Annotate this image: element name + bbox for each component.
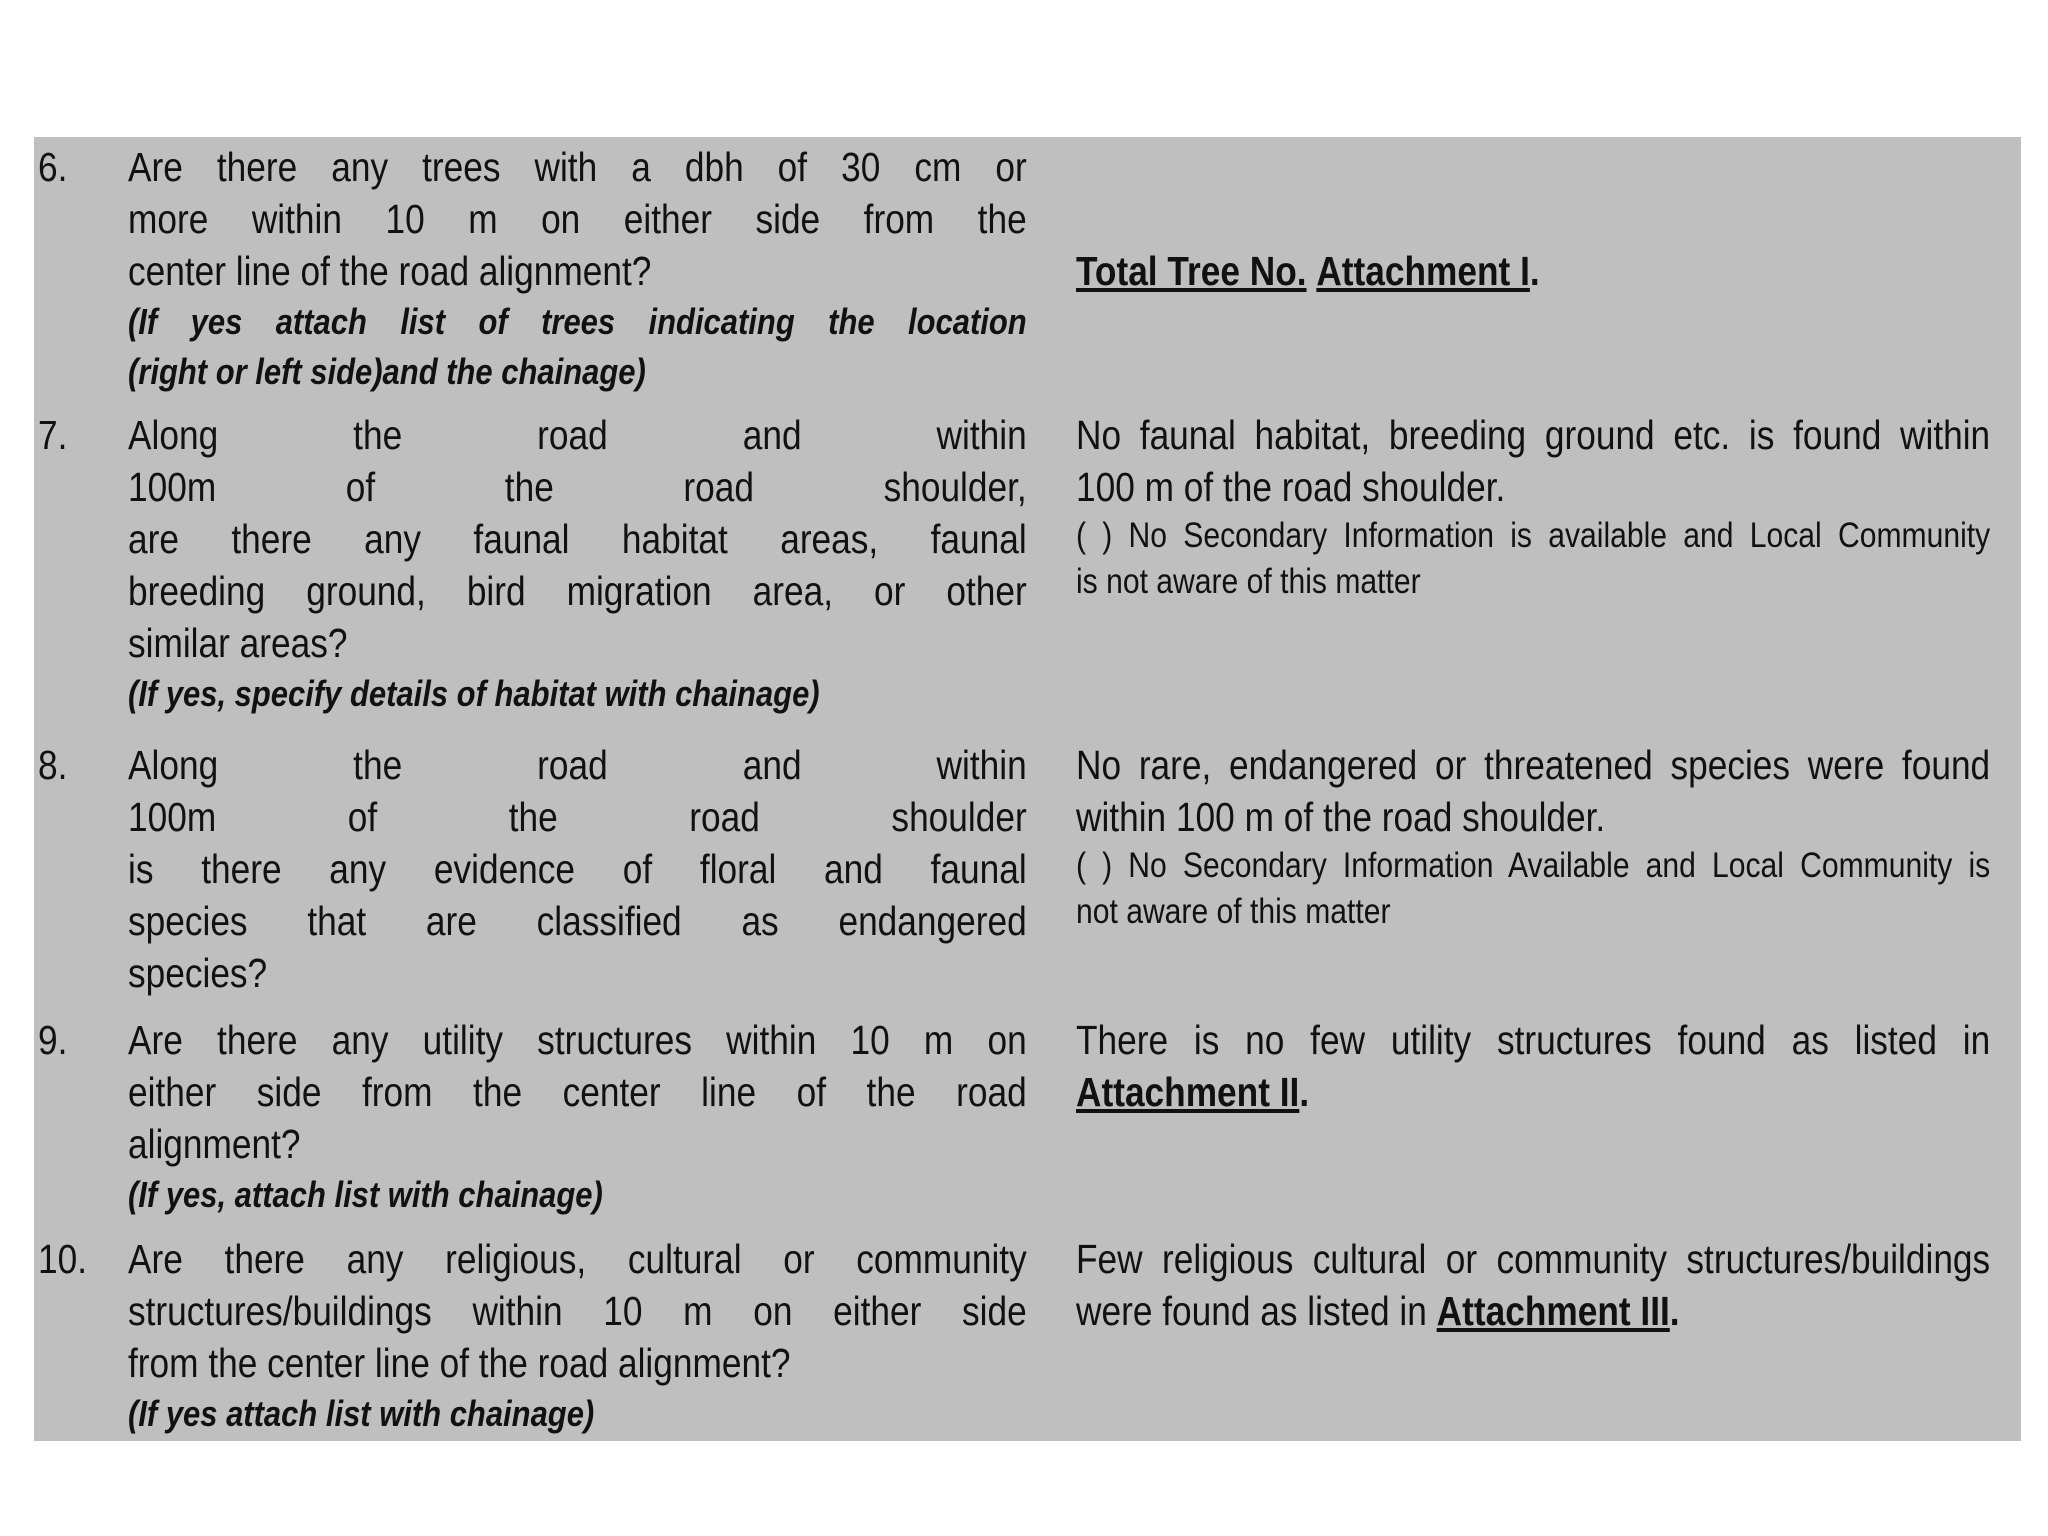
answer-line-prefix: were found as listed in	[1076, 1288, 1437, 1334]
attachment-iii-link[interactable]: Attachment III	[1436, 1288, 1670, 1334]
answer-cell	[1076, 1014, 1990, 1118]
row-number: 9.	[38, 1017, 68, 1063]
row-number: 8.	[38, 742, 68, 788]
instruction-note: (If yes, attach list with chainage)	[128, 1174, 603, 1215]
secondary-info-line: not aware of this matter	[1076, 892, 1391, 931]
row-number: 7.	[38, 412, 68, 458]
question-cell	[128, 141, 1027, 397]
answer-line	[1076, 245, 1990, 297]
secondary-info-line: ( ) No Secondary Information Available and Local Community is	[1076, 846, 1991, 885]
question-line: Along the road and within	[128, 412, 1027, 458]
question-line: species that are classified as endangered	[128, 898, 1027, 944]
answer-line: 100 m of the road shoulder.	[1076, 464, 1506, 510]
question-cell	[128, 739, 1027, 999]
question-line: Are there any religious, cultural or community	[128, 1236, 1027, 1282]
question-line: 100m of the road shoulder,	[128, 464, 1027, 510]
question-cell	[128, 409, 1027, 719]
question-cell	[128, 1233, 1027, 1439]
screening-table	[34, 137, 2021, 1441]
question-cell	[128, 1014, 1027, 1220]
answer-line: There is no few utility structures found as listed in	[1076, 1017, 1991, 1063]
attachment-ii-link[interactable]: Attachment II	[1076, 1069, 1300, 1115]
answer-cell	[1076, 409, 1990, 605]
question-line: Are there any utility structures within 10 m on	[128, 1017, 1027, 1063]
question-line: more within 10 m on either side from the	[128, 196, 1027, 242]
question-line: alignment?	[128, 1121, 301, 1167]
answer-cell	[1076, 739, 1990, 935]
question-line: 100m of the road shoulder	[128, 794, 1027, 840]
total-tree-link[interactable]: Total Tree No.	[1076, 248, 1307, 294]
instruction-note: (right or left side)and the chainage)	[128, 351, 646, 392]
row-number: 10.	[38, 1236, 88, 1282]
attachment-i-link[interactable]: Attachment I	[1316, 248, 1530, 294]
answer-cell	[1076, 245, 1990, 297]
secondary-info-line: is not aware of this matter	[1076, 562, 1421, 601]
answer-period: .	[1529, 248, 1540, 294]
answer-cell	[1076, 1233, 1990, 1337]
question-line: breeding ground, bird migration area, or other	[128, 568, 1027, 614]
question-line: is there any evidence of floral and faunal	[128, 846, 1027, 892]
question-line: similar areas?	[128, 620, 348, 666]
row-number: 6.	[38, 144, 68, 190]
question-line: from the center line of the road alignment?	[128, 1340, 791, 1386]
answer-line	[1076, 1285, 1990, 1337]
question-line: are there any faunal habitat areas, faunal	[128, 516, 1027, 562]
instruction-note: (If yes, specify details of habitat with chainage)	[128, 673, 820, 714]
answer-line	[1076, 1066, 1990, 1118]
question-line: species?	[128, 950, 268, 996]
instruction-note: (If yes attach list with chainage)	[128, 1393, 595, 1434]
answer-line: Few religious cultural or community structures/buildings	[1076, 1236, 1991, 1282]
instruction-note: (If yes attach list of trees indicating the location	[128, 301, 1027, 342]
question-line: Along the road and within	[128, 742, 1027, 788]
answer-line: within 100 m of the road shoulder.	[1076, 794, 1606, 840]
secondary-info-line: ( ) No Secondary Information is available and Local Community	[1076, 516, 1991, 555]
answer-period: .	[1299, 1069, 1310, 1115]
answer-line: No rare, endangered or threatened species were found	[1076, 742, 1991, 788]
answer-line: No faunal habitat, breeding ground etc. is found within	[1076, 412, 1991, 458]
question-line: Are there any trees with a dbh of 30 cm or	[128, 144, 1027, 190]
question-line: structures/buildings within 10 m on either side	[128, 1288, 1027, 1334]
question-line: either side from the center line of the road	[128, 1069, 1027, 1115]
answer-period: .	[1669, 1288, 1680, 1334]
question-line: center line of the road alignment?	[128, 248, 652, 294]
